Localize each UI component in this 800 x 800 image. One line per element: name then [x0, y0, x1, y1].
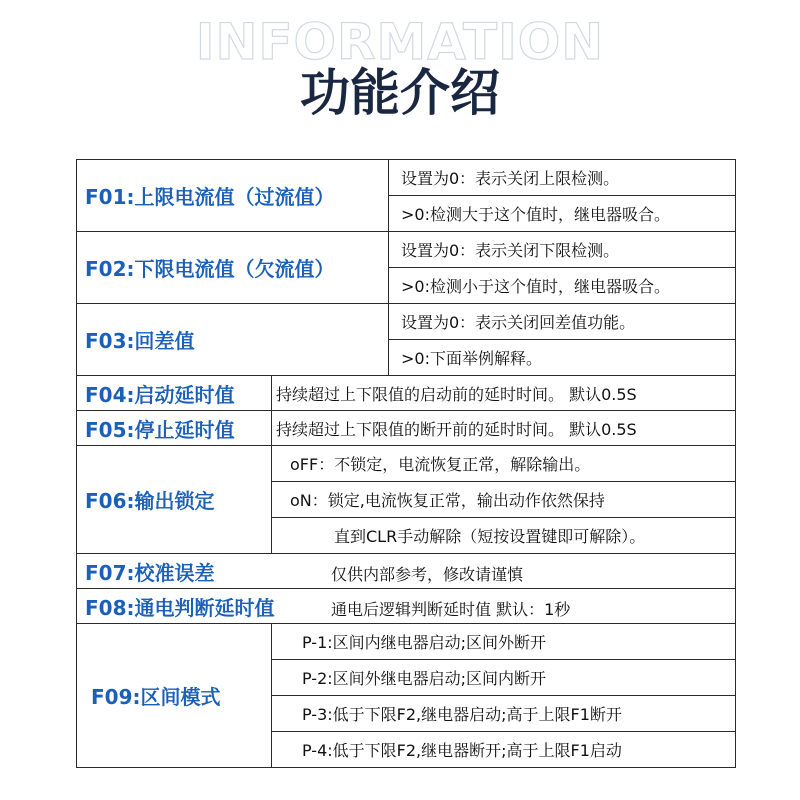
row-cell-f07 — [77, 554, 736, 589]
code-cell-f05: F05:停止延时值 — [77, 411, 272, 446]
table-row-f01 — [77, 160, 736, 196]
desc-cell-f08: 通电后逻辑判断延时值 默认：1秒 — [331, 599, 571, 619]
code-cell-f04: F04:启动延时值 — [77, 376, 272, 411]
desc-cell-f09-line2: P-2:区间外继电器启动;区间内断开 — [272, 660, 736, 696]
background-watermark-word: INFORMATION — [195, 13, 605, 71]
code-cell-f03: F03:回差值 — [77, 304, 389, 376]
desc-cell-f01-line2: >0:检测大于这个值时，继电器吸合。 — [389, 196, 736, 232]
desc-cell-f02-line1: 设置为0：表示关闭下限检测。 — [389, 232, 736, 268]
desc-cell-f03-line1: 设置为0：表示关闭回差值功能。 — [389, 304, 736, 340]
code-cell-f01: F01:上限电流值（过流值） — [77, 160, 389, 232]
page-title: 功能介绍 — [300, 64, 500, 122]
table-row-f06 — [77, 446, 736, 482]
desc-cell-f06-line1: oFF：不锁定，电流恢复正常，解除输出。 — [272, 446, 736, 482]
table-row-f09 — [77, 624, 736, 660]
desc-cell-f06-line2: oN：锁定,电流恢复正常，输出动作依然保持 — [272, 482, 736, 518]
desc-cell-f02-line2: >0:检测小于这个值时，继电器吸合。 — [389, 268, 736, 304]
desc-cell-f06-line3: 直到CLR手动解除（短按设置键即可解除）。 — [272, 518, 736, 554]
desc-cell-f05: 持续超过上下限值的断开前的延时时间。 默认0.5S — [272, 411, 736, 446]
code-cell-f09: F09:区间模式 — [77, 624, 272, 768]
desc-cell-f07: 仅供内部参考，修改请谨慎 — [331, 564, 524, 584]
desc-cell-f01-line1: 设置为0：表示关闭上限检测。 — [389, 160, 736, 196]
code-cell-f08: F08:通电判断延时值 — [85, 595, 275, 620]
row-cell-f08 — [77, 589, 736, 624]
table-row-f05 — [77, 411, 736, 446]
table-row-f02 — [77, 232, 736, 268]
function-table — [76, 159, 736, 768]
table-row-f03 — [77, 304, 736, 340]
code-cell-f07: F07:校准误差 — [85, 560, 215, 585]
table-row-f08 — [77, 589, 736, 624]
desc-cell-f09-line3: P-3:低于下限F2,继电器启动;高于上限F1断开 — [272, 696, 736, 732]
desc-cell-f09-line1: P-1:区间内继电器启动;区间外断开 — [272, 624, 736, 660]
code-cell-f02: F02:下限电流值（欠流值） — [77, 232, 389, 304]
code-cell-f06: F06:输出锁定 — [77, 446, 272, 554]
table-row-f04 — [77, 376, 736, 411]
desc-cell-f09-line4: P-4:低于下限F2,继电器断开;高于上限F1启动 — [272, 732, 736, 768]
table-row-f07 — [77, 554, 736, 589]
desc-cell-f04: 持续超过上下限值的启动前的延时时间。 默认0.5S — [272, 376, 736, 411]
desc-cell-f03-line2: >0:下面举例解释。 — [389, 340, 736, 376]
